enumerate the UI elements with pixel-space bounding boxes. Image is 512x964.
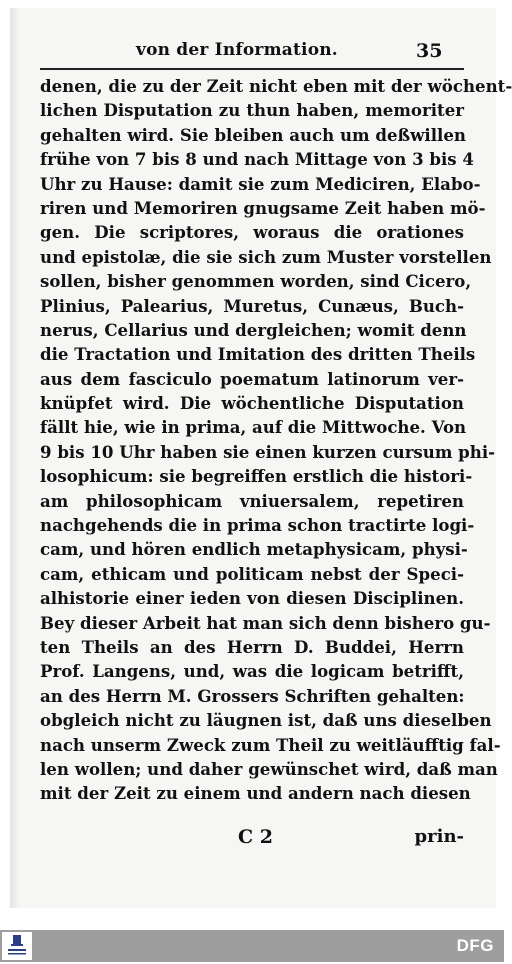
text-line: Uhr zu Hause: damit sie zum Mediciren, Elabo- — [40, 173, 481, 194]
text-line: cam, ethicam und politicam nebst der Speci- — [40, 563, 464, 584]
text-line: cam, und hören endlich metaphysicam, physi- — [40, 539, 468, 560]
text-line: ten Theils an des Herrn D. Buddei, Herrn — [40, 636, 464, 657]
text-line: 9 bis 10 Uhr haben sie einen kurzen cursum phi- — [40, 441, 496, 462]
text-line: Prof. Langens, und, was die logicam betrifft, — [40, 661, 464, 682]
text-line: an des Herrn M. Grossers Schriften gehalten: — [40, 685, 465, 706]
text-line: lichen Disputation zu thun haben, memoriter — [40, 100, 464, 121]
text-line: Plinius, Palearius, Muretus, Cunæus, Buch- — [40, 295, 464, 316]
running-title: von der Information. — [136, 40, 338, 60]
text-line: knüpfet wird. Die wöchentliche Disputation — [40, 393, 464, 414]
text-line: gehalten wird. Sie bleiben auch um deßwillen — [40, 124, 466, 145]
text-line: alhistorie einer ieden von diesen Disciplinen. — [40, 588, 464, 609]
library-seal-icon[interactable] — [2, 932, 32, 960]
text-line: am philosophicam vniuersalem, repetiren — [40, 490, 464, 511]
text-line: riren und Memoriren gnugsame Zeit haben mö- — [40, 197, 486, 218]
header-rule — [40, 68, 464, 70]
text-line: und epistolæ, die sie sich zum Muster vorstellen — [40, 246, 492, 267]
text-line: gen. Die scriptores, woraus die orationes — [40, 222, 464, 243]
text-line: nachgehends die in prima schon tractirte logi- — [40, 515, 475, 536]
text-line: nerus, Cellarius und dergleichen; womit denn — [40, 319, 467, 340]
page-footer-line — [40, 826, 464, 852]
text-line: len wollen; und daher gewünschet wird, daß man — [40, 758, 498, 779]
text-line: denen, die zu der Zeit nicht eben mit der wöchent- — [40, 76, 512, 96]
text-line: mit der Zeit zu einem und andern nach diesen — [40, 783, 471, 804]
text-line: frühe von 7 bis 8 und nach Mittage von 3 bis 4 — [40, 149, 474, 170]
dfg-logo[interactable]: DFG — [456, 936, 494, 955]
text-line: die Tractation und Imitation des dritten Theils — [40, 344, 476, 365]
text-line: Bey dieser Arbeit hat man sich denn bishero gu- — [40, 612, 491, 633]
text-line: aus dem fasciculo poematum latinorum ver- — [40, 368, 464, 389]
page-number: 35 — [416, 40, 443, 62]
text-line: fällt hie, wie in prima, auf die Mittwoche. Von — [40, 417, 467, 438]
text-line: sollen, bisher genommen worden, sind Cicero, — [40, 271, 472, 292]
viewer-bottom-bar — [0, 930, 504, 962]
body-text — [40, 74, 512, 806]
text-line: nach unserm Zweck zum Theil zu weitläufftig fal- — [40, 734, 501, 755]
page-gutter-shadow — [10, 8, 20, 908]
text-line: losophicum: sie begreiffen erstlich die histori- — [40, 466, 473, 487]
signature-mark: C 2 — [238, 826, 273, 848]
text-line: obgleich nicht zu läugnen ist, daß uns dieselben — [40, 710, 492, 731]
catchword: prin- — [414, 826, 464, 847]
